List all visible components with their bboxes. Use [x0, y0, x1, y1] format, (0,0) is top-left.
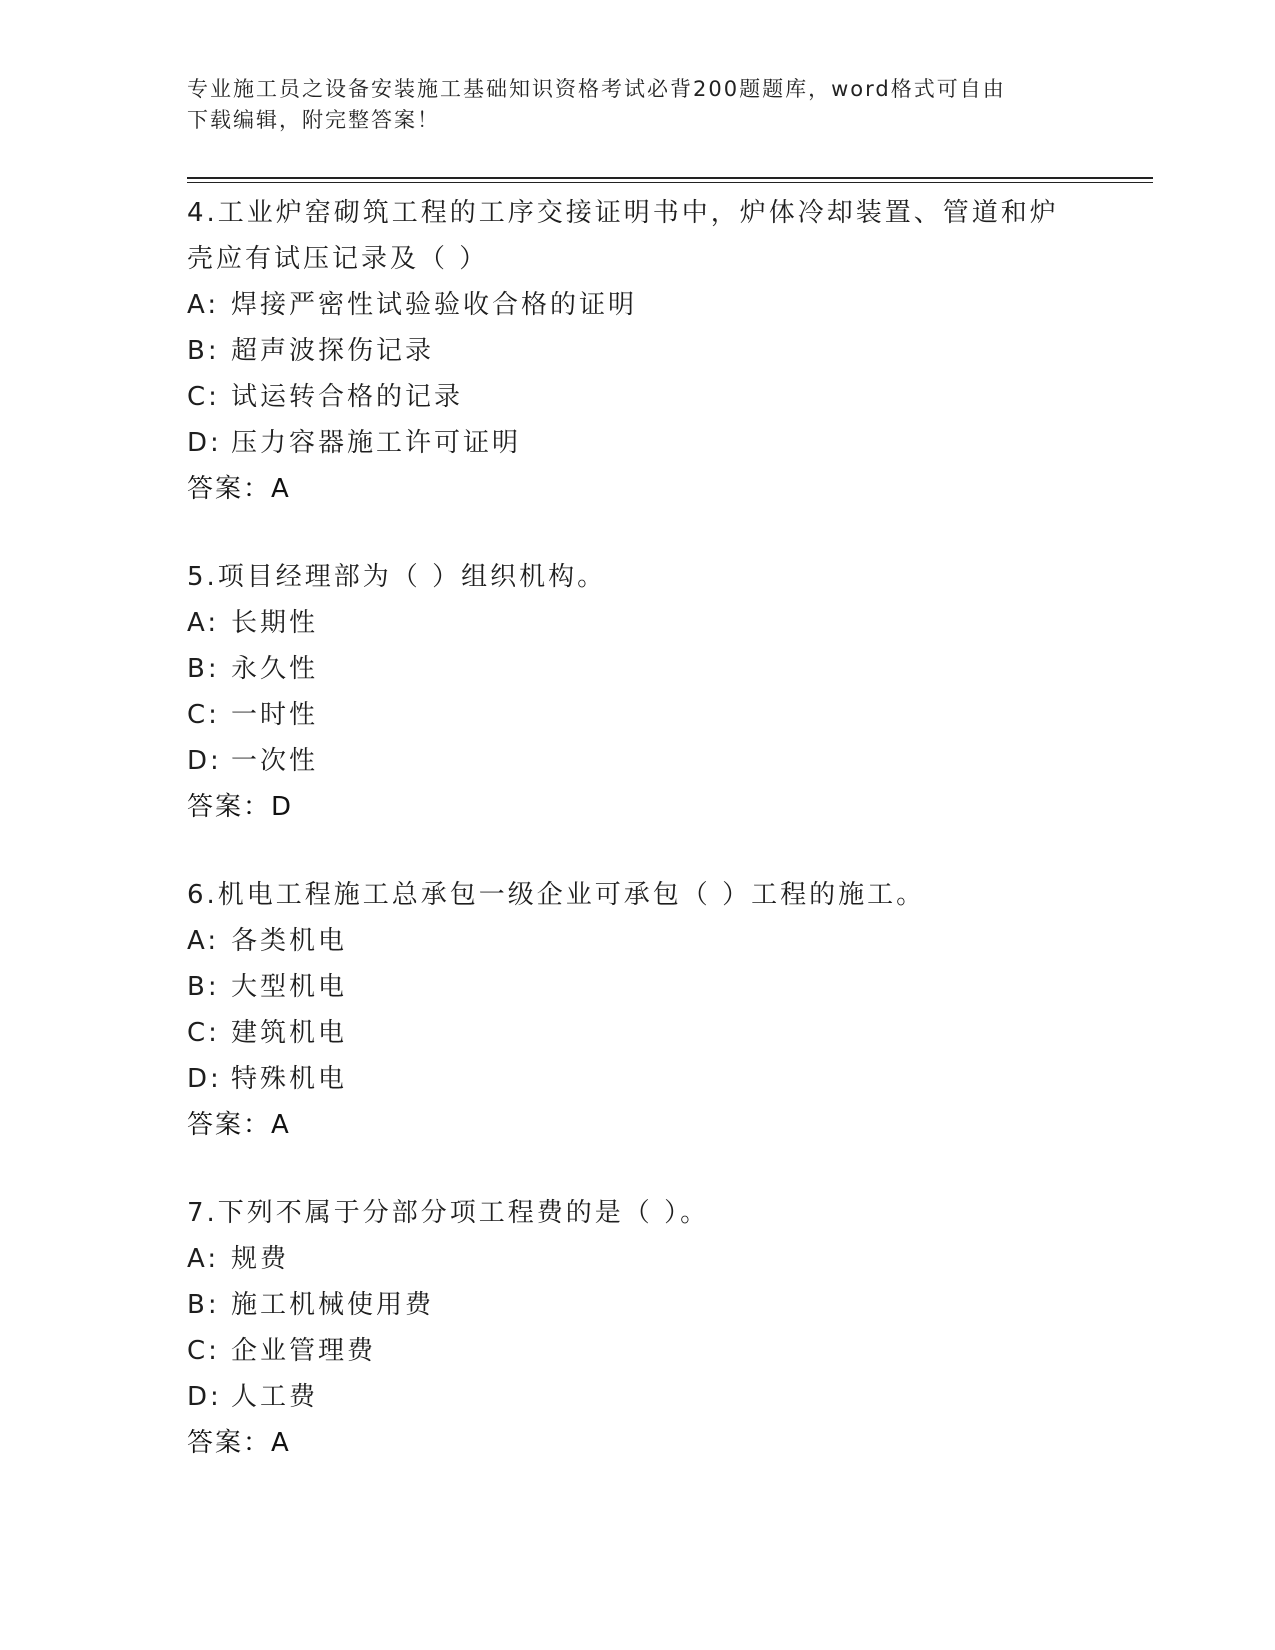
question-7 — [187, 1190, 1067, 1466]
option-text: 焊接严密性试验验收合格的证明 — [231, 290, 638, 320]
option-d — [187, 420, 1067, 466]
option-letter: B: — [187, 654, 220, 684]
option-letter: C: — [187, 700, 220, 730]
option-b — [187, 328, 1067, 374]
document-header — [187, 74, 1067, 136]
option-text: 一次性 — [231, 746, 319, 776]
answer-label: 答案： — [187, 1428, 272, 1458]
header-line-1: 专业施工员之设备安装施工基础知识资格考试必背200题题库，word格式可自由 — [187, 77, 1006, 101]
option-text: 一时性 — [231, 700, 319, 730]
answer-line — [187, 1420, 1067, 1466]
answer-value: A — [271, 474, 289, 504]
answer-value: A — [271, 1110, 289, 1140]
option-letter: B: — [187, 972, 220, 1002]
option-letter: D: — [187, 428, 222, 458]
header-line-2: 下载编辑，附完整答案！ — [187, 108, 440, 132]
option-text: 企业管理费 — [231, 1336, 377, 1366]
option-c — [187, 1328, 1067, 1374]
option-b — [187, 964, 1067, 1010]
question-list — [187, 190, 1067, 1508]
option-a — [187, 918, 1067, 964]
option-letter: B: — [187, 336, 220, 366]
option-letter: B: — [187, 1290, 220, 1320]
answer-value: D — [271, 792, 292, 822]
option-letter: A: — [187, 608, 220, 638]
option-letter: D: — [187, 1382, 222, 1412]
answer-label: 答案： — [187, 1110, 272, 1140]
answer-line — [187, 1102, 1067, 1148]
question-5 — [187, 554, 1067, 830]
option-letter: A: — [187, 926, 220, 956]
option-letter: C: — [187, 382, 220, 412]
option-letter: D: — [187, 746, 222, 776]
question-stem: 4.工业炉窑砌筑工程的工序交接证明书中，炉体冷却装置、管道和炉壳应有试压记录及（ ） — [187, 198, 1059, 274]
answer-label: 答案： — [187, 792, 272, 822]
option-text: 试运转合格的记录 — [231, 382, 464, 412]
option-text: 人工费 — [231, 1382, 319, 1412]
question-stem: 6.机电工程施工总承包一级企业可承包（ ）工程的施工。 — [187, 880, 926, 910]
option-a — [187, 1236, 1067, 1282]
option-c — [187, 374, 1067, 420]
option-text: 规费 — [231, 1244, 290, 1274]
option-letter: A: — [187, 290, 220, 320]
answer-line — [187, 466, 1067, 512]
option-text: 长期性 — [231, 608, 319, 638]
option-d — [187, 738, 1067, 784]
option-letter: C: — [187, 1018, 220, 1048]
option-letter: C: — [187, 1336, 220, 1366]
question-stem: 5.项目经理部为（ ）组织机构。 — [187, 562, 607, 592]
option-text: 压力容器施工许可证明 — [231, 428, 522, 458]
answer-line — [187, 784, 1067, 830]
option-d — [187, 1056, 1067, 1102]
option-text: 超声波探伤记录 — [231, 336, 435, 366]
option-text: 大型机电 — [231, 972, 348, 1002]
question-6 — [187, 872, 1067, 1148]
option-c — [187, 1010, 1067, 1056]
option-text: 施工机械使用费 — [231, 1290, 435, 1320]
option-a — [187, 282, 1067, 328]
question-4 — [187, 190, 1067, 512]
option-letter: D: — [187, 1064, 222, 1094]
option-b — [187, 1282, 1067, 1328]
option-text: 特殊机电 — [231, 1064, 348, 1094]
answer-value: A — [271, 1428, 289, 1458]
header-divider-thin — [187, 182, 1153, 183]
option-b — [187, 646, 1067, 692]
option-text: 永久性 — [231, 654, 319, 684]
question-stem: 7.下列不属于分部分项工程费的是（ ）。 — [187, 1198, 710, 1228]
option-text: 各类机电 — [231, 926, 348, 956]
option-a — [187, 600, 1067, 646]
answer-label: 答案： — [187, 474, 272, 504]
option-letter: A: — [187, 1244, 220, 1274]
header-divider-thick — [187, 177, 1153, 179]
option-d — [187, 1374, 1067, 1420]
option-c — [187, 692, 1067, 738]
option-text: 建筑机电 — [231, 1018, 348, 1048]
